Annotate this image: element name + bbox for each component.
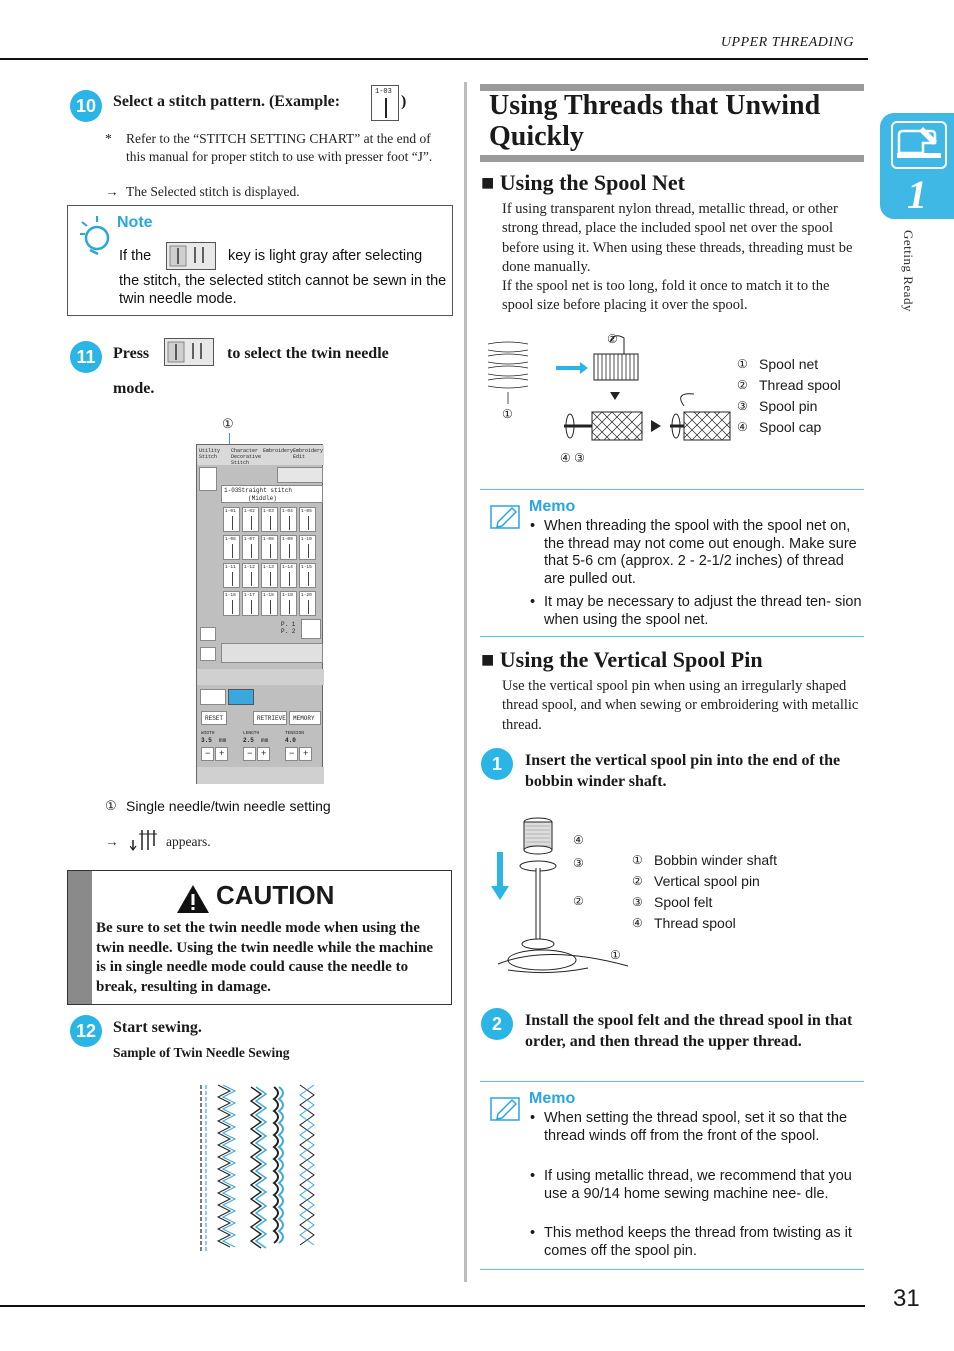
- spool-fig-label-43: ④ ③: [560, 451, 585, 465]
- vp-legend-item-label: Thread spool: [654, 915, 736, 931]
- memo-2-bullet-3: •: [530, 1225, 536, 1241]
- lcd-plus-button: [215, 747, 228, 761]
- lcd-stitch-code: 1-19: [282, 593, 293, 598]
- vp-step-2-badge: 2: [481, 1008, 513, 1040]
- lcd-stitch-code: 1-17: [244, 593, 255, 598]
- lcd-tab-utility: Utility Stitch: [199, 448, 221, 460]
- spool-fig-label-2: ②: [607, 332, 618, 346]
- lcd-stitch-code: 1-03: [263, 509, 274, 514]
- lcd-reset-label: RESET: [205, 715, 224, 722]
- spool-legend-item-num: ③: [737, 399, 748, 413]
- spool-legend-item-num: ②: [737, 378, 748, 392]
- lcd-minus-button: [201, 747, 214, 761]
- lcd-stitch-cell: [261, 507, 278, 532]
- step-11-text-a: Press: [113, 345, 150, 362]
- memo-pencil-icon: [490, 502, 522, 535]
- lcd-category-bar: [221, 643, 323, 663]
- memo-2-rule-top: [480, 1081, 864, 1082]
- memo-1-rule-bottom: [480, 636, 864, 637]
- lcd-minus-button: [243, 747, 256, 761]
- step-12-text: Start sewing.: [113, 1019, 202, 1036]
- lcd-stitch-code: 1-11: [225, 565, 236, 570]
- twin-needle-key-icon: [166, 242, 216, 270]
- lcd-stitch-cell: [261, 563, 278, 588]
- lcd-needle-buttons: [277, 467, 323, 483]
- lcd-page-label-2: P. 2: [281, 628, 296, 635]
- lcd-stitch-code: 1-16: [225, 593, 236, 598]
- section-title-line-2: Quickly: [489, 121, 584, 152]
- lcd-reset-button: [201, 711, 227, 725]
- stitch-glyph-icon: [308, 516, 309, 530]
- lcd-pattern-name: Straight stitch: [238, 487, 293, 494]
- chapter-tab: [880, 113, 954, 219]
- stitch-glyph-icon: [232, 544, 233, 558]
- stitch-glyph-icon: [270, 600, 271, 614]
- twin-needle-key-icon: [164, 338, 214, 366]
- stitch-glyph-icon: [251, 544, 252, 558]
- step-10-text: Select a stitch pattern. (Example:: [113, 93, 341, 110]
- step-10-result: The Selected stitch is displayed.: [126, 184, 300, 199]
- example-stitch-code: 1-03: [375, 88, 392, 96]
- lcd-length-label: LENGTH: [243, 731, 260, 736]
- lcd-memory-label: MEMORY: [293, 715, 315, 722]
- memo-1-title: Memo: [529, 498, 576, 515]
- lcd-length-value: 2.5: [243, 737, 254, 744]
- lcd-page-arrow: [301, 619, 321, 639]
- vp-legend-item-num: ②: [632, 874, 643, 888]
- vp-legend-item-num: ④: [632, 916, 643, 930]
- stitch-glyph-icon: [289, 572, 290, 586]
- lcd-stitch-cell: [299, 563, 316, 588]
- memo-1-bullet-2: •: [530, 594, 536, 610]
- note-title: Note: [117, 214, 153, 231]
- stitch-glyph-icon: [289, 544, 290, 558]
- stitch-glyph-icon: [251, 600, 252, 614]
- spool-net-figure: [484, 332, 734, 473]
- lcd-stitch-cell: [299, 535, 316, 560]
- lcd-single-needle-key: [200, 689, 226, 705]
- lcd-stitch-cell: [299, 507, 316, 532]
- stitch-glyph-icon: [232, 516, 233, 530]
- twin-needle-sample-image: [196, 1083, 322, 1260]
- step-11-text-c: mode.: [113, 380, 155, 397]
- memo-2-bullet-1: •: [530, 1110, 536, 1126]
- stitch-glyph-icon: [270, 516, 271, 530]
- lcd-stitch-cell: [261, 591, 278, 616]
- plus-label: +: [303, 749, 309, 759]
- vp-legend-item-label: Vertical spool pin: [654, 873, 760, 889]
- lcd-stitch-cell: [280, 563, 297, 588]
- vp-legend-item-num: ③: [632, 895, 643, 909]
- lcd-foot-indicator: [199, 467, 217, 491]
- lcd-retrieve-button: [253, 711, 287, 725]
- lcd-stitch-code: 1-06: [225, 537, 236, 542]
- lcd-stitch-cell: [223, 563, 240, 588]
- lcd-stitch-code: 1-18: [263, 593, 274, 598]
- lcd-twin-needle-key: [228, 689, 254, 705]
- plus-label: +: [219, 749, 225, 759]
- vp-fig-label-3: ③: [573, 856, 584, 870]
- lcd-memory-button: [289, 711, 321, 725]
- step-11-badge: 11: [70, 341, 102, 373]
- stitch-glyph-icon: [289, 600, 290, 614]
- vp-step-1-badge: 1: [481, 748, 513, 780]
- lcd-length-unit: mm: [261, 737, 269, 744]
- memo-1-item-1: When threading the spool with the spool net on, the thread may not come out enough. Make sure that 5-6 cm (approx. 2 - 2-1/2 inches) of thread are pulled out.: [544, 518, 857, 587]
- lcd-stitch-code: 1-10: [301, 537, 312, 542]
- lcd-stitch-cell: [242, 563, 259, 588]
- lcd-stitch-code: 1-01: [225, 509, 236, 514]
- lcd-stitch-cell: [280, 591, 297, 616]
- lcd-stitch-cell: [242, 535, 259, 560]
- spool-legend-item-num: ④: [737, 420, 748, 434]
- lcd-stitch-code: 1-07: [244, 537, 255, 542]
- header-rule: [0, 58, 868, 60]
- lcd-stitch-cell: [299, 591, 316, 616]
- stitch-glyph-icon: [308, 600, 309, 614]
- memo-2-item-2: If using metallic thread, we recommend that you use a 90/14 home sewing machine nee- dle.: [544, 1168, 852, 1202]
- memo-1-rule-top: [480, 489, 864, 490]
- memo-pencil-icon: [490, 1094, 522, 1127]
- lcd-stitch-code: 1-09: [282, 537, 293, 542]
- stitch-glyph-icon: [308, 572, 309, 586]
- vertical-pin-paragraph: Use the vertical spool pin when using an irregularly shaped thread spool, and when sewing or embroidering with metallic thread.: [502, 678, 859, 733]
- lcd-stitch-code: 1-14: [282, 565, 293, 570]
- lcd-pattern-display: [221, 485, 323, 503]
- memo-2-rule-bottom: [480, 1269, 864, 1270]
- lcd-stitch-code: 1-20: [301, 593, 312, 598]
- lcd-width-value: 3.5: [201, 737, 212, 744]
- memo-1-item-2: It may be necessary to adjust the thread ten- sion when using the spool net.: [544, 594, 862, 628]
- column-divider: [464, 82, 467, 1282]
- minus-label: −: [247, 749, 253, 759]
- lcd-tab-embroidery-edit: Embroidery Edit: [293, 448, 324, 460]
- stitch-glyph-icon: [232, 600, 233, 614]
- memo-1-bullet-1: •: [530, 518, 536, 534]
- vp-step-1-text: Insert the vertical spool pin into the end of the bobbin winder shaft.: [525, 752, 841, 790]
- callout-caption: Single needle/twin needle setting: [126, 798, 331, 814]
- stitch-glyph-icon: [232, 572, 233, 586]
- caution-side-bar: [68, 871, 92, 1004]
- lcd-scissors-icon: [200, 647, 216, 661]
- note-text-a: If the: [119, 248, 152, 264]
- page-header-title: UPPER THREADING: [720, 35, 854, 50]
- lcd-stitch-cell: [223, 591, 240, 616]
- spool-net-paragraph: If using transparent nylon thread, metallic thread, or other strong thread, place the included spool net over the spool before using it. When using these threads, threading must be done manually. If the spool net is too long, fold it once to match it to the spool size before placing it over the spool.: [502, 201, 853, 314]
- result-arrow: →: [105, 184, 119, 199]
- memo-2-title: Memo: [529, 1090, 576, 1107]
- lcd-stitch-code: 1-12: [244, 565, 255, 570]
- lcd-page-label: P. 1: [281, 621, 296, 628]
- page-number: 31: [893, 1285, 920, 1312]
- lcd-screen: [196, 444, 323, 784]
- vp-legend-item-label: Bobbin winder shaft: [654, 852, 777, 868]
- spool-legend-item-label: Spool pin: [759, 398, 818, 414]
- lcd-tension-label: TENSION: [285, 731, 304, 736]
- memo-2-item-3: This method keeps the thread from twisting as it comes off the spool pin.: [544, 1225, 852, 1259]
- vp-fig-label-1: ①: [610, 948, 621, 962]
- vertical-pin-heading: ■ Using the Vertical Spool Pin: [481, 647, 763, 672]
- callout-marker-1: ①: [222, 416, 234, 431]
- section-title-bar-bottom: [480, 155, 864, 162]
- vp-legend-item-label: Spool felt: [654, 894, 713, 910]
- lcd-bottom-bar: [197, 767, 324, 784]
- memo-2-item-1: When setting the thread spool, set it so that the thread winds off from the front of the spool.: [544, 1110, 848, 1144]
- lcd-stitch-code: 1-04: [282, 509, 293, 514]
- stitch-glyph-icon: [289, 516, 290, 530]
- caution-title: CAUTION: [216, 880, 335, 910]
- lcd-tension-value: 4.0: [285, 737, 296, 744]
- lcd-divider-bar: [197, 669, 324, 685]
- lcd-stitch-cell: [242, 507, 259, 532]
- plus-label: +: [261, 749, 267, 759]
- note-text-b: key is light gray after selecting: [228, 248, 423, 264]
- lcd-stitch-cell: [280, 507, 297, 532]
- step-11-text-b: to select the twin needle: [227, 345, 389, 362]
- warning-triangle-icon: [176, 884, 210, 919]
- lcd-stitch-cell: [223, 507, 240, 532]
- lcd-minus-button: [285, 747, 298, 761]
- stitch-glyph-icon: [308, 544, 309, 558]
- vp-fig-label-2: ②: [573, 894, 584, 908]
- chapter-number: 1: [907, 172, 927, 217]
- lcd-stitch-cell: [261, 535, 278, 560]
- lcd-stitch-code: 1-13: [263, 565, 274, 570]
- footer-rule: [0, 1305, 865, 1307]
- asterisk: *: [105, 131, 112, 146]
- lcd-retrieve-label: RETRIEVE: [257, 715, 286, 722]
- spool-legend-item-label: Spool cap: [759, 419, 822, 435]
- vp-step-2-text: Install the spool felt and the thread spool in that order, and then thread the upper thread.: [525, 1012, 853, 1050]
- twin-needle-icon: [130, 828, 160, 857]
- appears-text: appears.: [166, 834, 211, 849]
- step-10-badge: 10: [70, 90, 102, 122]
- minus-label: −: [289, 749, 295, 759]
- lcd-stitch-cell: [280, 535, 297, 560]
- spool-legend-item-label: Spool net: [759, 356, 819, 372]
- sewing-machine-icon: [891, 121, 947, 169]
- step-10-text-end: ): [401, 93, 407, 110]
- lcd-stitch-code: 1-15: [301, 565, 312, 570]
- section-title-line-1: Using Threads that Unwind: [489, 90, 821, 121]
- stitch-glyph-icon: [251, 516, 252, 530]
- lcd-stitch-cell: [242, 591, 259, 616]
- lcd-tab-character: Character Decorative Stitch: [231, 448, 262, 466]
- spool-legend-item-num: ①: [737, 357, 748, 371]
- lcd-stitch-code: 1-05: [301, 509, 312, 514]
- spool-fig-label-1: ①: [502, 407, 513, 421]
- section-title: [489, 90, 820, 152]
- minus-label: −: [205, 749, 211, 759]
- spool-net-heading: ■ Using the Spool Net: [481, 170, 685, 195]
- lcd-pattern-code: 1-03: [224, 487, 239, 494]
- spool-legend-item-label: Thread spool: [759, 377, 841, 393]
- lcd-width-unit: mm: [219, 737, 227, 744]
- vp-fig-label-4: ④: [573, 833, 584, 847]
- lcd-reverse-icon: [200, 627, 216, 641]
- caption-marker-1: ①: [105, 798, 117, 813]
- step-12-badge: 12: [70, 1015, 102, 1047]
- lcd-stitch-code: 1-02: [244, 509, 255, 514]
- stitch-glyph-icon: [251, 572, 252, 586]
- lcd-plus-button: [299, 747, 312, 761]
- chapter-label: Getting Ready: [901, 230, 916, 312]
- step-10-note: Refer to the “STITCH SETTING CHART” at the end of this manual for proper stitch to use with presser foot “J”.: [126, 131, 433, 164]
- example-stitch-key: [371, 85, 399, 121]
- vp-legend-item-num: ①: [632, 853, 643, 867]
- straight-stitch-icon: [385, 98, 387, 118]
- lightbulb-icon: [78, 214, 112, 261]
- lcd-stitch-cell: [223, 535, 240, 560]
- lcd-tab-embroidery: Embroidery: [263, 448, 294, 454]
- appears-arrow: →: [105, 834, 119, 849]
- lcd-stitch-code: 1-08: [263, 537, 274, 542]
- caution-text: Be sure to set the twin needle mode when using the twin needle. Using the twin needle while the machine is in single needle mode could cause the needle to break, resulting in damage.: [96, 920, 434, 995]
- memo-2-bullet-2: •: [530, 1168, 536, 1184]
- note-text-c: the stitch, the selected stitch cannot be sewn in the twin needle mode.: [119, 273, 447, 307]
- lcd-plus-button: [257, 747, 270, 761]
- lcd-pattern-subname: (Middle): [248, 495, 277, 502]
- lcd-width-label: WIDTH: [201, 731, 215, 736]
- stitch-glyph-icon: [270, 572, 271, 586]
- sample-caption: Sample of Twin Needle Sewing: [113, 1045, 290, 1060]
- stitch-glyph-icon: [270, 544, 271, 558]
